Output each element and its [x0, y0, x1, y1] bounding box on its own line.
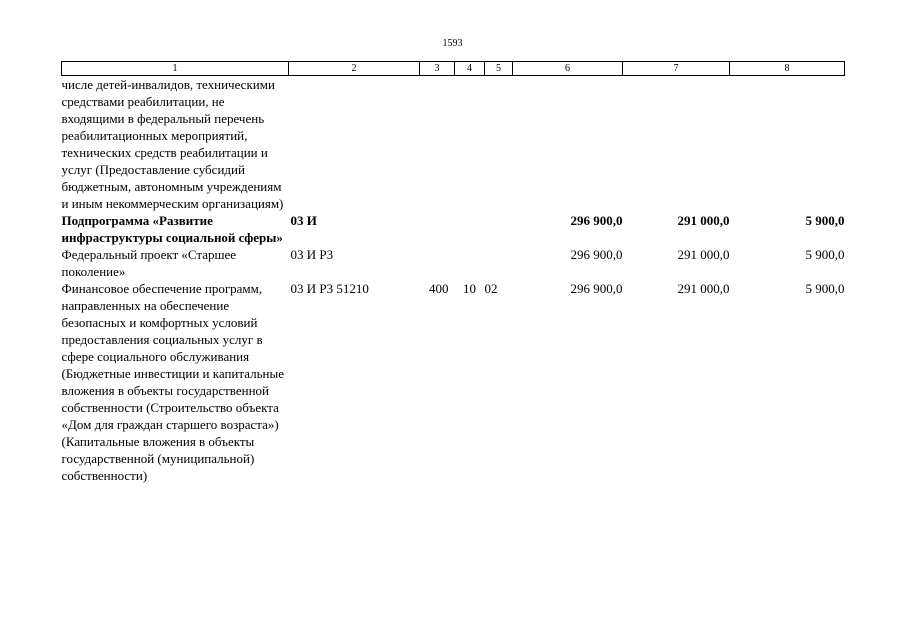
row-amount-2: 291 000,0 [677, 281, 730, 296]
row-code [289, 76, 420, 213]
table-row [62, 76, 845, 213]
row-amount-total: 296 900,0 [570, 247, 623, 262]
column-header-1: 1 [62, 62, 289, 76]
row-amount-total: 296 900,0 [570, 281, 623, 296]
row-subsection: 02 [484, 281, 498, 296]
row-section [455, 246, 485, 280]
column-header-5: 5 [485, 62, 513, 76]
table-row [62, 280, 845, 484]
column-number-row [62, 62, 845, 76]
row-section [455, 76, 485, 213]
table-row [62, 212, 845, 246]
row-expense-type: 400 [429, 281, 449, 296]
row-amount-3: 5 900,0 [805, 247, 845, 262]
column-header-2: 2 [289, 62, 420, 76]
row-name: Подпрограмма «Развитие инфраструктуры социальной сферы» [61, 213, 283, 245]
row-amount-2: 291 000,0 [677, 247, 730, 262]
row-expense-type [420, 246, 455, 280]
row-subsection [485, 212, 513, 246]
row-amount-2 [623, 76, 730, 213]
row-expense-type [420, 212, 455, 246]
column-header-6: 6 [513, 62, 623, 76]
row-amount-3: 5 900,0 [805, 213, 845, 228]
column-header-3: 3 [420, 62, 455, 76]
row-subsection [485, 76, 513, 213]
row-amount-total: 296 900,0 [570, 213, 623, 228]
row-name: Федеральный проект «Старшее поколение» [61, 247, 237, 279]
row-code: 03 И [290, 213, 317, 228]
budget-table [61, 61, 845, 484]
row-amount-3 [730, 76, 845, 213]
column-header-8: 8 [730, 62, 845, 76]
row-amount-2: 291 000,0 [677, 213, 730, 228]
row-amount-total [513, 76, 623, 213]
row-name: числе детей-инвалидов, техническими средствами реабилитации, не входящими в федеральный перечень реабилитационных мероприятий, технических средств реабилитации и услуг (Предоставление субсидий бюджетным, автономным учреждениям и иным некоммерческим организациям) [61, 77, 284, 211]
row-section [455, 212, 485, 246]
column-header-7: 7 [623, 62, 730, 76]
table-row [62, 246, 845, 280]
row-amount-3: 5 900,0 [805, 281, 845, 296]
row-name: Финансовое обеспечение программ, направленных на обеспечение безопасных и комфортных условий предоставления социальных услуг в сфере социального обслуживания (Бюджетные инвестиции и капитальные вложения в объекты государственной собственности (Строительство объекта «Дом для граждан старшего возраста») (Капитальные вложения в объекты государственной (муниципальной) собственности) [61, 281, 284, 483]
row-code: 03 И P3 51210 [290, 281, 369, 296]
row-subsection [485, 246, 513, 280]
page-number: 1593 [442, 38, 463, 49]
row-expense-type [420, 76, 455, 213]
row-code: 03 И P3 [290, 247, 334, 262]
row-section: 10 [463, 281, 476, 296]
column-header-4: 4 [455, 62, 485, 76]
